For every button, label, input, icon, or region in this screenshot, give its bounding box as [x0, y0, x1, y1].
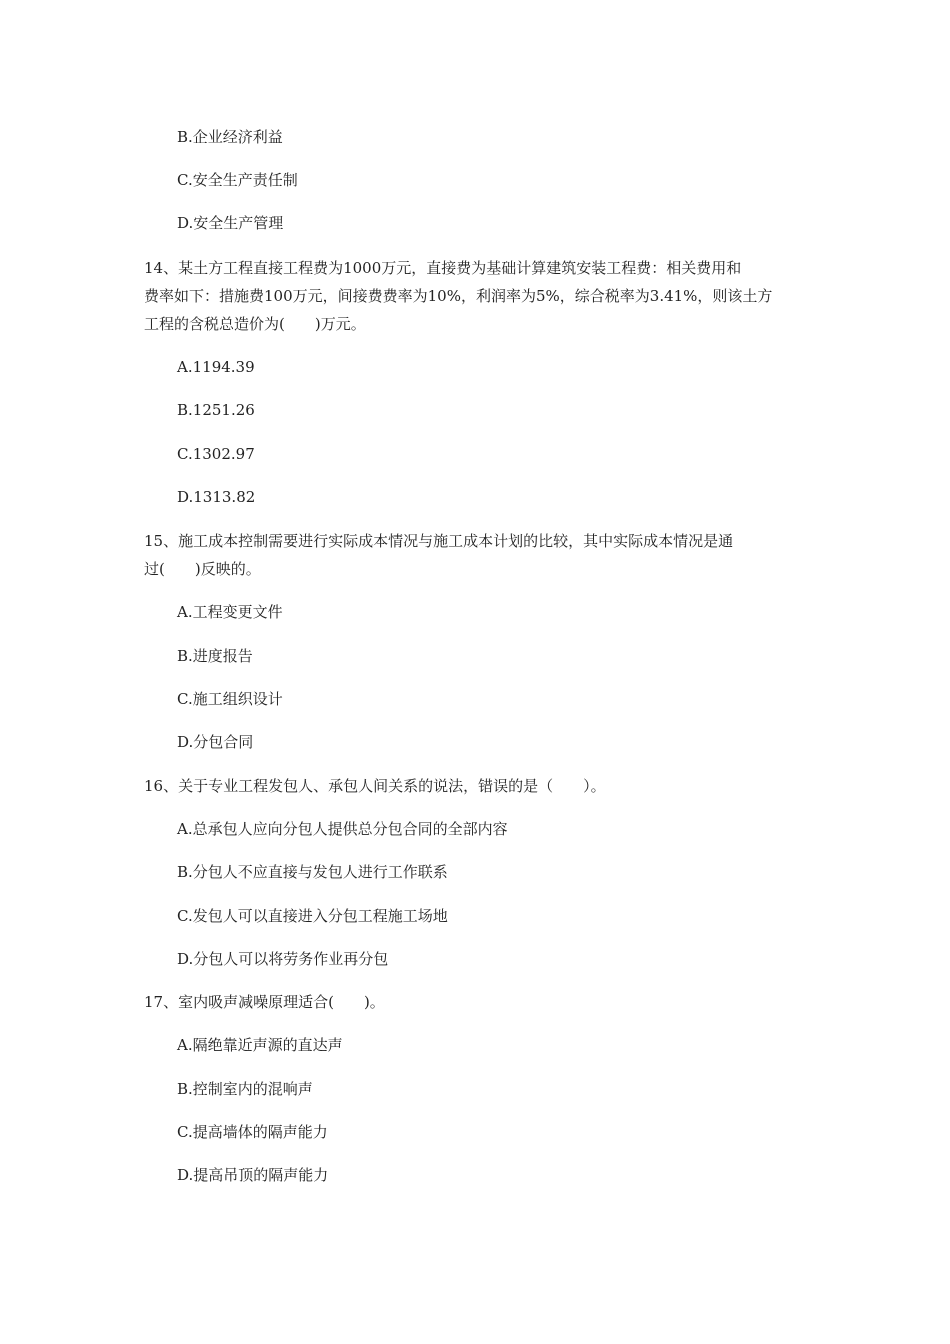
q15-option-d: D.分包合同 [177, 733, 254, 751]
q15-option-b: B.进度报告 [177, 647, 253, 665]
q14-option-a: A.1194.39 [177, 358, 255, 376]
q14-option-c: C.1302.97 [177, 445, 255, 463]
q17-option-d: D.提高吊顶的隔声能力 [177, 1166, 329, 1184]
q14-stem-line-2: 费率如下：措施费100万元，间接费费率为10%，利润率为5%，综合税率为3.41%，则该土方 [144, 287, 773, 305]
q14-option-b: B.1251.26 [177, 401, 255, 419]
q15-stem-line-2: 过( )反映的。 [144, 560, 261, 578]
q16-option-b: B.分包人不应直接与发包人进行工作联系 [177, 863, 448, 881]
q14-option-d: D.1313.82 [177, 488, 256, 506]
q15-option-c: C.施工组织设计 [177, 690, 283, 708]
q17-stem-line-1: 17、室内吸声减噪原理适合( )。 [144, 993, 385, 1011]
q13-option-d: D.安全生产管理 [177, 214, 284, 232]
q17-option-b: B.控制室内的混响声 [177, 1080, 313, 1098]
q16-option-c: C.发包人可以直接进入分包工程施工场地 [177, 907, 448, 925]
q14-stem-line-3: 工程的含税总造价为( )万元。 [144, 315, 366, 333]
q17-option-c: C.提高墙体的隔声能力 [177, 1123, 328, 1141]
q13-option-b: B.企业经济利益 [177, 128, 283, 146]
q13-option-c: C.安全生产责任制 [177, 171, 298, 189]
q15-stem-line-1: 15、施工成本控制需要进行实际成本情况与施工成本计划的比较，其中实际成本情况是通 [144, 532, 734, 550]
q15-option-a: A.工程变更文件 [177, 603, 283, 621]
q16-option-a: A.总承包人应向分包人提供总分包合同的全部内容 [177, 820, 508, 838]
q17-option-a: A.隔绝靠近声源的直达声 [177, 1036, 343, 1054]
q16-option-d: D.分包人可以将劳务作业再分包 [177, 950, 389, 968]
q16-stem-line-1: 16、关于专业工程发包人、承包人间关系的说法，错误的是（ ）。 [144, 777, 606, 795]
q14-stem-line-1: 14、某土方工程直接工程费为1000万元，直接费为基础计算建筑安装工程费：相关费用和 [144, 259, 742, 277]
